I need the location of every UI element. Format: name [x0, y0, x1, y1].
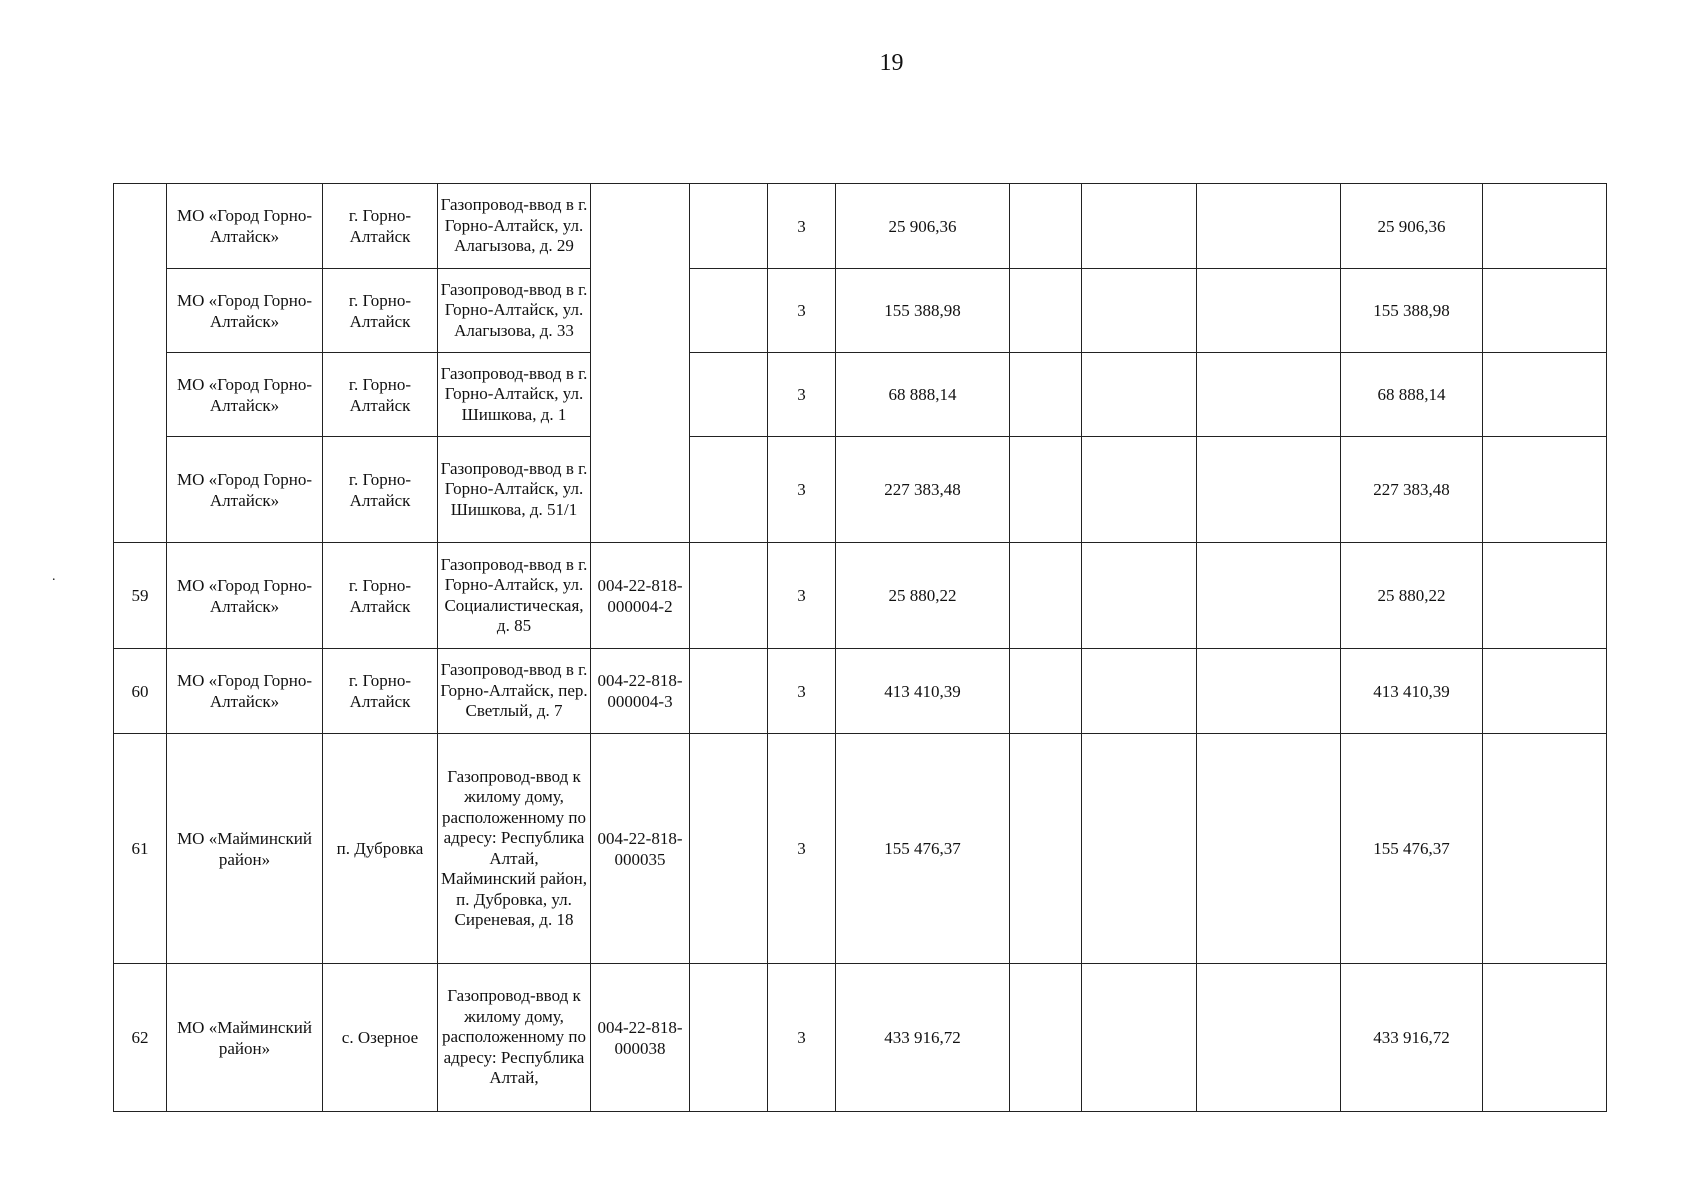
empty-cell: [1483, 543, 1607, 649]
settlement-cell: с. Озерное: [323, 964, 438, 1112]
empty-cell: [1197, 437, 1341, 543]
empty-cell: [1082, 734, 1197, 964]
settlement-cell: г. Горно-Алтайск: [323, 437, 438, 543]
settlement-cell: г. Горно-Алтайск: [323, 353, 438, 437]
settlement-cell: г. Горно-Алтайск: [323, 649, 438, 734]
row-number-cell: 61: [114, 734, 167, 964]
table-row: [114, 184, 1607, 269]
qty-cell: 3: [768, 269, 836, 353]
empty-cell: [690, 649, 768, 734]
empty-cell: [1197, 734, 1341, 964]
object-cell: Газопровод-ввод к жилому дому, расположенному по адресу: Республика Алтай,: [438, 964, 591, 1112]
empty-cell: [690, 269, 768, 353]
row-number-cell: [114, 184, 167, 543]
code-cell: [591, 184, 690, 543]
municipality-cell: МО «Майминский район»: [167, 734, 323, 964]
empty-cell: [1082, 437, 1197, 543]
sum-cell: 25 880,22: [836, 543, 1010, 649]
empty-cell: [1483, 353, 1607, 437]
empty-cell: [1082, 353, 1197, 437]
empty-cell: [1483, 437, 1607, 543]
object-cell: Газопровод-ввод в г. Горно-Алтайск, ул. Алагызова, д. 33: [438, 269, 591, 353]
municipality-cell: МО «Город Горно-Алтайск»: [167, 184, 323, 269]
qty-cell: 3: [768, 437, 836, 543]
empty-cell: [1010, 964, 1082, 1112]
empty-cell: [1082, 649, 1197, 734]
sum-cell: 413 410,39: [836, 649, 1010, 734]
table-row: [114, 269, 1607, 353]
qty-cell: 3: [768, 543, 836, 649]
total-cell: 25 906,36: [1341, 184, 1483, 269]
row-number-cell: 62: [114, 964, 167, 1112]
empty-cell: [1483, 184, 1607, 269]
empty-cell: [1197, 964, 1341, 1112]
empty-cell: [690, 543, 768, 649]
object-cell: Газопровод-ввод к жилому дому, расположенному по адресу: Республика Алтай, Майминский район, п. Дубровка, ул. Сиреневая, д. 18: [438, 734, 591, 964]
table-row: [114, 734, 1607, 964]
total-cell: 433 916,72: [1341, 964, 1483, 1112]
empty-cell: [1197, 269, 1341, 353]
sum-cell: 227 383,48: [836, 437, 1010, 543]
code-cell: 004-22-818-000035: [591, 734, 690, 964]
empty-cell: [1483, 649, 1607, 734]
empty-cell: [1010, 543, 1082, 649]
sum-cell: 68 888,14: [836, 353, 1010, 437]
row-number-cell: 60: [114, 649, 167, 734]
scan-artifact-dot: .: [52, 569, 56, 584]
total-cell: 155 388,98: [1341, 269, 1483, 353]
empty-cell: [1197, 543, 1341, 649]
municipality-cell: МО «Город Горно-Алтайск»: [167, 649, 323, 734]
qty-cell: 3: [768, 353, 836, 437]
sum-cell: 25 906,36: [836, 184, 1010, 269]
row-number-cell: 59: [114, 543, 167, 649]
empty-cell: [690, 353, 768, 437]
page-number: 19: [879, 50, 904, 76]
object-cell: Газопровод-ввод в г. Горно-Алтайск, ул. Алагызова, д. 29: [438, 184, 591, 269]
empty-cell: [1010, 649, 1082, 734]
empty-cell: [690, 437, 768, 543]
municipality-cell: МО «Город Горно-Алтайск»: [167, 543, 323, 649]
qty-cell: 3: [768, 734, 836, 964]
code-cell: 004-22-818-000038: [591, 964, 690, 1112]
total-cell: 25 880,22: [1341, 543, 1483, 649]
sum-cell: 433 916,72: [836, 964, 1010, 1112]
empty-cell: [1483, 964, 1607, 1112]
empty-cell: [1082, 269, 1197, 353]
empty-cell: [1082, 184, 1197, 269]
empty-cell: [1082, 964, 1197, 1112]
object-cell: Газопровод-ввод в г. Горно-Алтайск, ул. Шишкова, д. 51/1: [438, 437, 591, 543]
object-cell: Газопровод-ввод в г. Горно-Алтайск, пер. Светлый, д. 7: [438, 649, 591, 734]
table-row: [114, 353, 1607, 437]
empty-cell: [690, 734, 768, 964]
empty-cell: [690, 184, 768, 269]
sum-cell: 155 476,37: [836, 734, 1010, 964]
empty-cell: [1010, 437, 1082, 543]
table-row: [114, 543, 1607, 649]
settlement-cell: г. Горно-Алтайск: [323, 184, 438, 269]
object-cell: Газопровод-ввод в г. Горно-Алтайск, ул. Шишкова, д. 1: [438, 353, 591, 437]
code-cell: 004-22-818-000004-3: [591, 649, 690, 734]
table-row: [114, 964, 1607, 1112]
empty-cell: [1483, 269, 1607, 353]
empty-cell: [1483, 734, 1607, 964]
empty-cell: [1010, 269, 1082, 353]
settlement-cell: п. Дубровка: [323, 734, 438, 964]
qty-cell: 3: [768, 649, 836, 734]
total-cell: 413 410,39: [1341, 649, 1483, 734]
table-row: [114, 649, 1607, 734]
sum-cell: 155 388,98: [836, 269, 1010, 353]
empty-cell: [1082, 543, 1197, 649]
total-cell: 227 383,48: [1341, 437, 1483, 543]
data-table: [113, 183, 1607, 1112]
municipality-cell: МО «Город Горно-Алтайск»: [167, 353, 323, 437]
total-cell: 68 888,14: [1341, 353, 1483, 437]
object-cell: Газопровод-ввод в г. Горно-Алтайск, ул. Социалистическая, д. 85: [438, 543, 591, 649]
municipality-cell: МО «Город Горно-Алтайск»: [167, 269, 323, 353]
qty-cell: 3: [768, 184, 836, 269]
settlement-cell: г. Горно-Алтайск: [323, 543, 438, 649]
empty-cell: [1010, 353, 1082, 437]
empty-cell: [1197, 184, 1341, 269]
qty-cell: 3: [768, 964, 836, 1112]
municipality-cell: МО «Город Горно-Алтайск»: [167, 437, 323, 543]
code-cell: 004-22-818-000004-2: [591, 543, 690, 649]
table-row: [114, 437, 1607, 543]
total-cell: 155 476,37: [1341, 734, 1483, 964]
empty-cell: [1197, 649, 1341, 734]
settlement-cell: г. Горно-Алтайск: [323, 269, 438, 353]
municipality-cell: МО «Майминский район»: [167, 964, 323, 1112]
empty-cell: [690, 964, 768, 1112]
empty-cell: [1010, 734, 1082, 964]
empty-cell: [1197, 353, 1341, 437]
empty-cell: [1010, 184, 1082, 269]
